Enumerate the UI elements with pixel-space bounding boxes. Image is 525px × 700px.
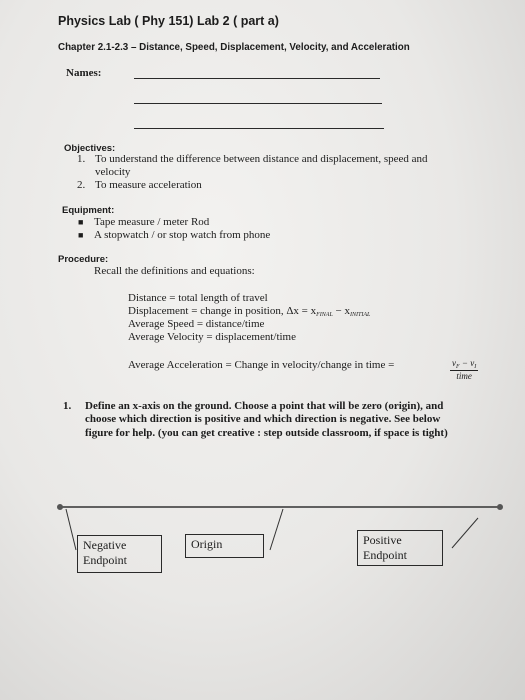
initial-subscript: INITIAL	[350, 312, 371, 318]
equipment-heading: Equipment:	[62, 205, 115, 216]
positive-leader-line	[452, 518, 478, 548]
negative-endpoint-label: Endpoint	[83, 553, 127, 567]
negative-leader-line	[66, 509, 76, 550]
names-label: Names:	[66, 67, 102, 79]
origin-leader-line	[270, 509, 283, 550]
origin-label: Origin	[191, 537, 223, 551]
equation-distance: Distance = total length of travel	[128, 292, 268, 304]
negative-label: Negative	[83, 538, 127, 552]
objective-text-2: To measure acceleration	[95, 179, 202, 191]
objectives-heading: Objectives:	[64, 143, 116, 154]
equation-average-acceleration: Average Acceleration = Change in velocity/change in time =	[128, 359, 395, 371]
positive-endpoint-label: Endpoint	[363, 548, 407, 562]
negative-endpoint-box	[77, 535, 162, 573]
displacement-text: Displacement = change in position, Δx = x	[128, 305, 317, 317]
lab-title: Physics Lab ( Phy 151) Lab 2 ( part a)	[58, 14, 279, 28]
fraction-numerator: $v_F - v_I$	[452, 358, 477, 370]
procedure-heading: Procedure:	[58, 254, 109, 265]
final-subscript: FINAL	[316, 312, 333, 318]
minus-x: − x	[332, 305, 351, 317]
equation-average-velocity: Average Velocity = displacement/time	[128, 331, 296, 343]
equipment-text-2: A stopwatch / or stop watch from phone	[94, 229, 271, 241]
bullet-icon: ■	[78, 217, 84, 227]
step-1-number: 1.	[63, 400, 72, 412]
axis-right-endpoint-dot	[497, 504, 503, 510]
step-1-line-2: choose which direction is positive and which direction is negative. See below	[85, 413, 441, 425]
step-1-line-1: Define an x-axis on the ground. Choose a point that will be zero (origin), and	[85, 400, 444, 412]
objective-text-1-cont: velocity	[95, 166, 131, 178]
positive-label: Positive	[363, 533, 402, 547]
objective-num-2: 2.	[77, 179, 86, 191]
equation-average-speed: Average Speed = distance/time	[128, 318, 265, 330]
objective-text-1: To understand the difference between distance and displacement, speed and	[95, 153, 428, 165]
step-1-line-3: figure for help. (you can get creative : step outside classroom, if space is tight)	[85, 427, 448, 439]
origin-box	[185, 534, 264, 558]
equipment-text-1: Tape measure / meter Rod	[94, 216, 210, 228]
chapter-heading: Chapter 2.1-2.3 – Distance, Speed, Displacement, Velocity, and Acceleration	[58, 42, 410, 53]
fraction-denominator: time	[456, 371, 472, 381]
objective-num-1: 1.	[77, 153, 86, 165]
positive-endpoint-box	[357, 530, 443, 566]
bullet-icon: ■	[78, 230, 84, 240]
procedure-intro: Recall the definitions and equations:	[94, 265, 255, 277]
axis-left-endpoint-dot	[57, 504, 63, 510]
